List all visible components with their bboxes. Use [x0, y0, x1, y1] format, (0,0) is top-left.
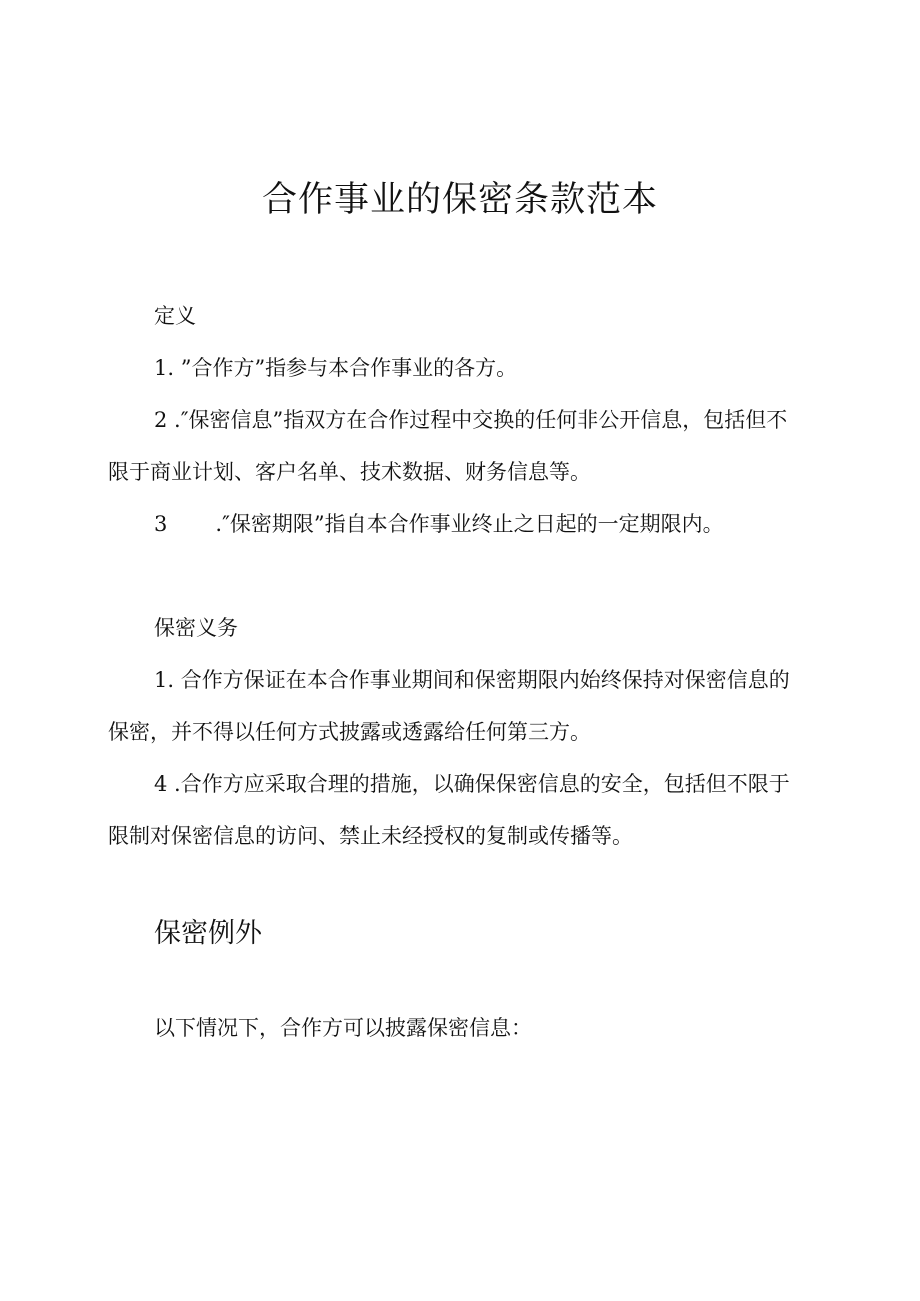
obligation-item-2: 4 .合作方应采取合理的措施，以确保保密信息的安全，包括但不限于限制对保密信息的访问、禁止未经授权的复制或传播等。: [108, 772, 790, 848]
definition-item-3-text: ″保密期限”指自本合作事业终止之日起的一定期限内。: [222, 512, 724, 536]
section-heading-obligations: 保密义务: [154, 616, 238, 640]
definition-item-1: 1. ”合作方”指参与本合作事业的各方。: [154, 356, 518, 380]
definition-item-3: [108, 498, 808, 550]
exceptions-intro: 以下情况下，合作方可以披露保密信息：: [154, 1016, 532, 1040]
obligation-item-1: 1. 合作方保证在本合作事业期间和保密期限内始终保持对保密信息的保密，并不得以任何方式披露或透露给任何第三方。: [108, 668, 790, 744]
definition-item-3-number: 3: [154, 512, 168, 536]
page-title: 合作事业的保密条款范本: [261, 180, 658, 220]
definition-item-2: 2 .″保密信息”指双方在合作过程中交换的任何非公开信息，包括但不限于商业计划、客户名单、技术数据、财务信息等。: [108, 408, 788, 484]
section-heading-definitions: 定义: [154, 304, 196, 328]
section-heading-exceptions: 保密例外: [154, 918, 262, 949]
definition-item-3-dot: .: [215, 512, 223, 536]
